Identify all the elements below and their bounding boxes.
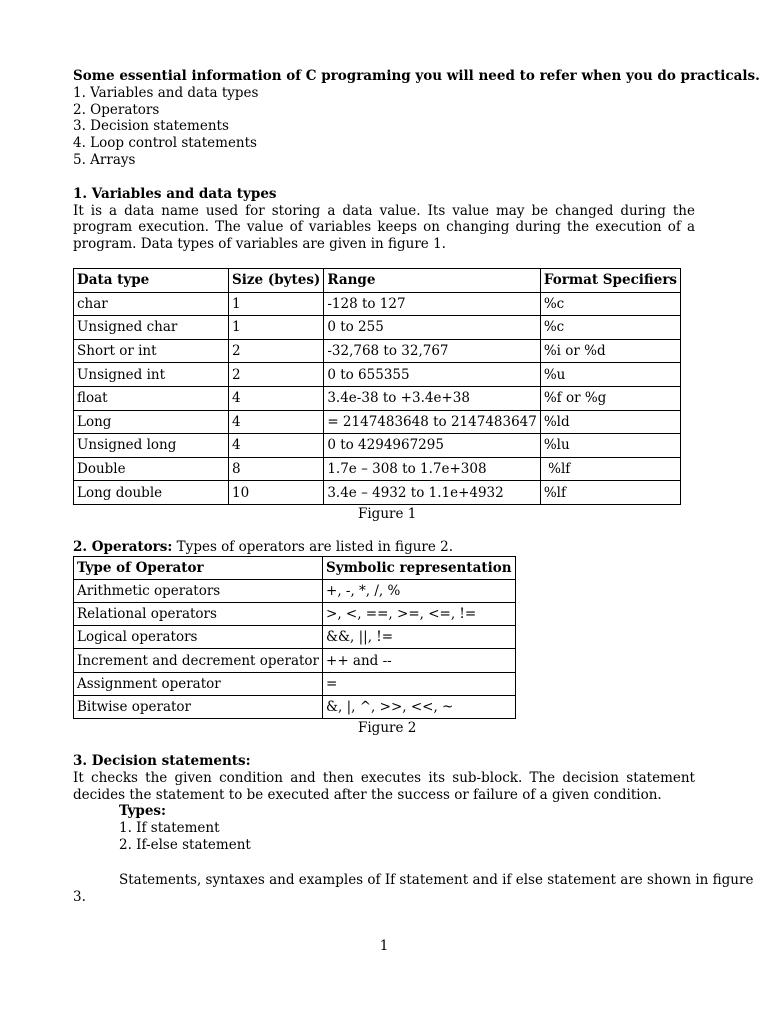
table-cell: %ld <box>540 410 680 434</box>
table-cell: Increment and decrement operator <box>74 649 323 672</box>
header-cell: Data type <box>74 268 229 292</box>
table-cell: = 2147483648 to 2147483647 <box>324 410 541 434</box>
table-row <box>74 695 516 718</box>
types-label: Types: <box>119 803 167 820</box>
table-header-row <box>74 268 681 292</box>
table-cell: 4 <box>229 386 324 410</box>
section1-paragraph: It is a data name used for storing a data value. Its value may be changed during the program execution. The value of variables keeps on changing during the execution of a program. Data types of variables are given in figure 1. <box>73 202 695 253</box>
section2-heading: 2. Operators: <box>73 538 173 555</box>
table-cell: &, |, ^, >>, <<, ~ <box>323 695 516 718</box>
header-cell: Format Specifiers <box>540 268 680 292</box>
section2-text: Types of operators are listed in figure 2. <box>172 538 454 555</box>
figure1-caption: Figure 1 <box>358 505 417 522</box>
header-cell: Size (bytes) <box>229 268 324 292</box>
table-row <box>74 457 681 481</box>
table-cell: -128 to 127 <box>324 292 541 316</box>
table-cell: 2 <box>229 363 324 387</box>
table-cell: &&, ||, != <box>323 626 516 649</box>
intro-title: Some essential information of C programing you will need to refer when you do practicals. <box>73 68 760 84</box>
table-cell: -32,768 to 32,767 <box>324 339 541 363</box>
types-list-item: 2. If-else statement <box>119 837 251 853</box>
table-cell: 1.7e – 308 to 1.7e+308 <box>324 457 541 481</box>
table-cell: Short or int <box>74 339 229 363</box>
intro-list-item: 2. Operators <box>73 101 160 118</box>
table-cell: Unsigned long <box>74 434 229 458</box>
table-cell: Long <box>74 410 229 434</box>
operators-table <box>73 556 516 719</box>
figure2-caption: Figure 2 <box>358 720 417 737</box>
intro-list-item: 4. Loop control statements <box>73 135 257 152</box>
table-cell: 3.4e – 4932 to 1.1e+4932 <box>324 481 541 505</box>
table-row <box>74 339 681 363</box>
section2-intro <box>73 539 695 556</box>
section3-heading: 3. Decision statements: <box>73 753 251 770</box>
table-cell: = <box>323 672 516 695</box>
section1-heading: 1. Variables and data types <box>73 185 277 202</box>
table-row <box>74 363 681 387</box>
table-cell: ++ and -- <box>323 649 516 672</box>
table-cell: %f or %g <box>540 386 680 410</box>
types-list-item: 1. If statement <box>119 820 220 837</box>
table-cell: %lf <box>540 481 680 505</box>
table-cell: +, -, *, /, % <box>323 579 516 602</box>
closing-line-continuation: 3. <box>73 888 86 905</box>
table-cell: Unsigned int <box>74 363 229 387</box>
table-row <box>74 649 516 672</box>
table-row <box>74 434 681 458</box>
table-cell: 1 <box>229 292 324 316</box>
header-cell: Range <box>324 268 541 292</box>
table-cell: 3.4e-38 to +3.4e+38 <box>324 386 541 410</box>
table-cell: 8 <box>229 457 324 481</box>
table-header-row <box>74 556 516 579</box>
table-cell: Assignment operator <box>74 672 323 695</box>
table-cell: Double <box>74 457 229 481</box>
table-cell: Bitwise operator <box>74 695 323 718</box>
page-number: 1 <box>379 938 389 954</box>
table-row <box>74 672 516 695</box>
table-row <box>74 292 681 316</box>
table-cell: 0 to 4294967295 <box>324 434 541 458</box>
table-cell: 2 <box>229 339 324 363</box>
table-cell: Logical operators <box>74 626 323 649</box>
table-cell: Long double <box>74 481 229 505</box>
header-cell: Symbolic representation <box>323 556 516 579</box>
table-cell: Relational operators <box>74 603 323 626</box>
table-cell: 0 to 655355 <box>324 363 541 387</box>
table-cell: %c <box>540 292 680 316</box>
table-row <box>74 316 681 340</box>
table-cell: float <box>74 386 229 410</box>
intro-list-item: 5. Arrays <box>73 151 136 168</box>
table-cell: 4 <box>229 410 324 434</box>
table-row <box>74 626 516 649</box>
table-cell: 10 <box>229 481 324 505</box>
table-row <box>74 386 681 410</box>
table-cell: %i or %d <box>540 339 680 363</box>
table-row <box>74 579 516 602</box>
data-types-table <box>73 268 681 505</box>
table-cell: %lu <box>540 434 680 458</box>
table-cell: %u <box>540 363 680 387</box>
document-page <box>73 68 760 905</box>
table-cell: %lf <box>540 457 680 481</box>
intro-list-item: 1. Variables and data types <box>73 84 259 101</box>
table-cell: Unsigned char <box>74 316 229 340</box>
intro-list <box>73 85 695 169</box>
table-cell: 1 <box>229 316 324 340</box>
section3-paragraph: It checks the given condition and then executes its sub-block. The decision statement decides the statement to be executed after the success or failure of a given condition. <box>73 769 695 803</box>
intro-list-item: 3. Decision statements <box>73 118 229 135</box>
table-row <box>74 603 516 626</box>
header-cell: Type of Operator <box>74 556 323 579</box>
table-cell: Arithmetic operators <box>74 579 323 602</box>
table-cell: 4 <box>229 434 324 458</box>
table-cell: char <box>74 292 229 316</box>
table-cell: %c <box>540 316 680 340</box>
closing-line: Statements, syntaxes and examples of If statement and if else statement are shown in figure <box>119 871 754 888</box>
table-cell: 0 to 255 <box>324 316 541 340</box>
table-row <box>74 481 681 505</box>
table-row <box>74 410 681 434</box>
table-cell: >, <, ==, >=, <=, != <box>323 603 516 626</box>
